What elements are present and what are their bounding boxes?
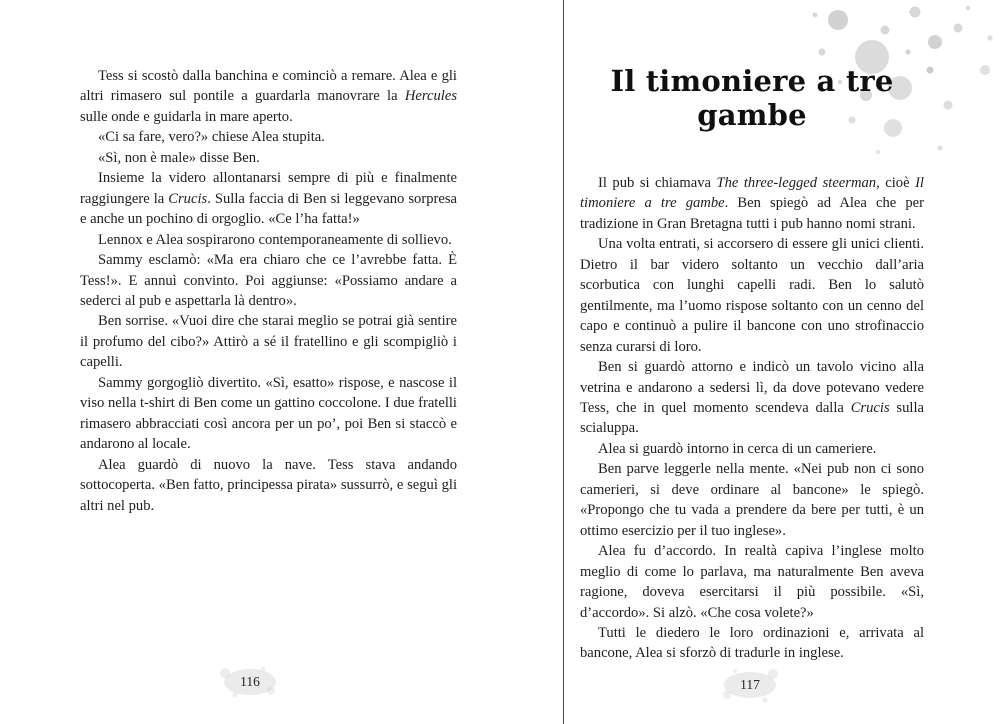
right-page-text bbox=[580, 173, 924, 664]
text-segment: Tutti le diedero le loro ordinazioni e, arrivata al bancone, Alea si sforzò di tradurle in inglese. bbox=[580, 624, 924, 662]
text-segment: Insieme la videro allontanarsi sempre di più e finalmente raggiungere la bbox=[80, 170, 457, 207]
paragraph bbox=[80, 127, 457, 147]
text-segment: «Ci sa fare, vero?» chiese Alea stupita. bbox=[98, 129, 325, 146]
text-segment: sulle onde e guidarla in mare aperto. bbox=[80, 108, 293, 125]
paragraph bbox=[580, 357, 924, 439]
text-segment: Hercules bbox=[404, 88, 457, 105]
text-segment: Ben si guardò attorno e indicò un tavolo vicino alla vetrina e andarono a sedersi lì, da dove potevano vedere Tess, che in quel momento scendeva dalla bbox=[580, 359, 924, 416]
page-number-left bbox=[205, 659, 295, 705]
text-segment: . Sulla faccia di Ben si leggevano sorpresa e anche un pochino di orgoglio. «Ce l’ha fatta!» bbox=[80, 190, 457, 228]
paragraph bbox=[580, 234, 924, 357]
text-segment: Crucis bbox=[168, 190, 208, 207]
paragraph bbox=[580, 439, 924, 459]
paragraph bbox=[80, 148, 457, 168]
paragraph bbox=[580, 459, 924, 541]
text-segment: The three-legged steerman bbox=[716, 175, 877, 191]
paragraph bbox=[80, 373, 457, 455]
page-number-text: 117 bbox=[740, 677, 760, 692]
text-segment: Alea si guardò intorno in cerca di un cameriere. bbox=[598, 440, 877, 457]
text-segment: Una volta entrati, si accorsero di essere gli unici clienti. Dietro il bar videro soltanto un vecchio dall’aria scorbutica con lunghi capelli radi. Ben lo salutò gentilmente, ma l’uomo rispose soltanto con un cenno del capo e continuò a pulire il bancone con uno strofinaccio senza curarsi di loro. bbox=[580, 236, 924, 355]
paragraph bbox=[80, 250, 457, 311]
text-segment: Il pub si chiamava bbox=[598, 175, 717, 191]
paragraph bbox=[80, 455, 457, 516]
text-segment: Alea fu d’accordo. In realtà capiva l’inglese molto meglio di come lo parlava, ma naturalmente Ben aveva ragione, doveva esercitarsi il più possibile. «Sì, d’accordo». Si alzò. «Che cosa volete?» bbox=[580, 543, 924, 621]
text-segment: Sammy gorgogliò divertito. «Sì, esatto» rispose, e nascose il viso nella t-shirt di Ben come un gattino coccolone. I due fratelli rimasero abbracciati così ancora per un po’, poi Ben si staccò e andarono al locale. bbox=[80, 374, 457, 453]
page-number-text: 116 bbox=[240, 674, 260, 689]
text-segment: Alea guardò di nuovo la nave. Tess stava andando sottocoperta. «Ben fatto, principessa pirata» sussurrò, e seguì gli altri nel pub. bbox=[80, 456, 457, 514]
page-divider bbox=[563, 0, 564, 724]
chapter-title: Il timoniere a tre gambe bbox=[610, 64, 894, 132]
text-segment: Crucis bbox=[850, 399, 890, 416]
paragraph bbox=[80, 230, 457, 250]
text-segment: . Ben spiegò ad Alea che per tradizione in Gran Bretagna tutti i pub hanno nomi strani. bbox=[580, 195, 924, 232]
text-segment: Ben parve leggerle nella mente. «Nei pub non ci sono camerieri, si deve ordinare al bancone» le spiegò. «Propongo che tu vada a prendere da bere per tutti, è un ottimo esercizio per il tuo inglese». bbox=[580, 461, 924, 539]
text-segment: Lennox e Alea sospirarono contemporaneamente di sollievo. bbox=[98, 231, 452, 248]
paragraph bbox=[580, 623, 924, 664]
text-segment: Tess si scostò dalla banchina e cominciò a remare. Alea e gli altri rimasero sul pontile a guardarla manovrare la bbox=[80, 68, 457, 105]
text-segment: Ben sorrise. «Vuoi dire che starai meglio se potrai già sentire il profumo del cibo?» Attirò a sé il fratellino e gli scompigliò i capelli. bbox=[80, 313, 457, 371]
text-segment: Il timoniere a tre gambe bbox=[580, 175, 924, 212]
paragraph bbox=[80, 66, 457, 127]
text-segment: , cioè bbox=[876, 175, 916, 191]
text-segment: Sammy esclamò: «Ma era chiaro che ce l’avrebbe fatta. È Tess!». E annuì convinto. Poi aggiunse: «Possiamo andare a sederci al pub e aspettarla là dentro». bbox=[80, 252, 457, 309]
paragraph bbox=[80, 168, 457, 229]
left-page-text bbox=[80, 66, 457, 516]
paragraph bbox=[580, 541, 924, 623]
page-number-right bbox=[705, 662, 795, 708]
paragraph bbox=[80, 311, 457, 372]
text-segment: «Sì, non è male» disse Ben. bbox=[98, 149, 260, 166]
paragraph bbox=[580, 173, 924, 234]
text-segment: sulla scialuppa. bbox=[580, 399, 924, 437]
